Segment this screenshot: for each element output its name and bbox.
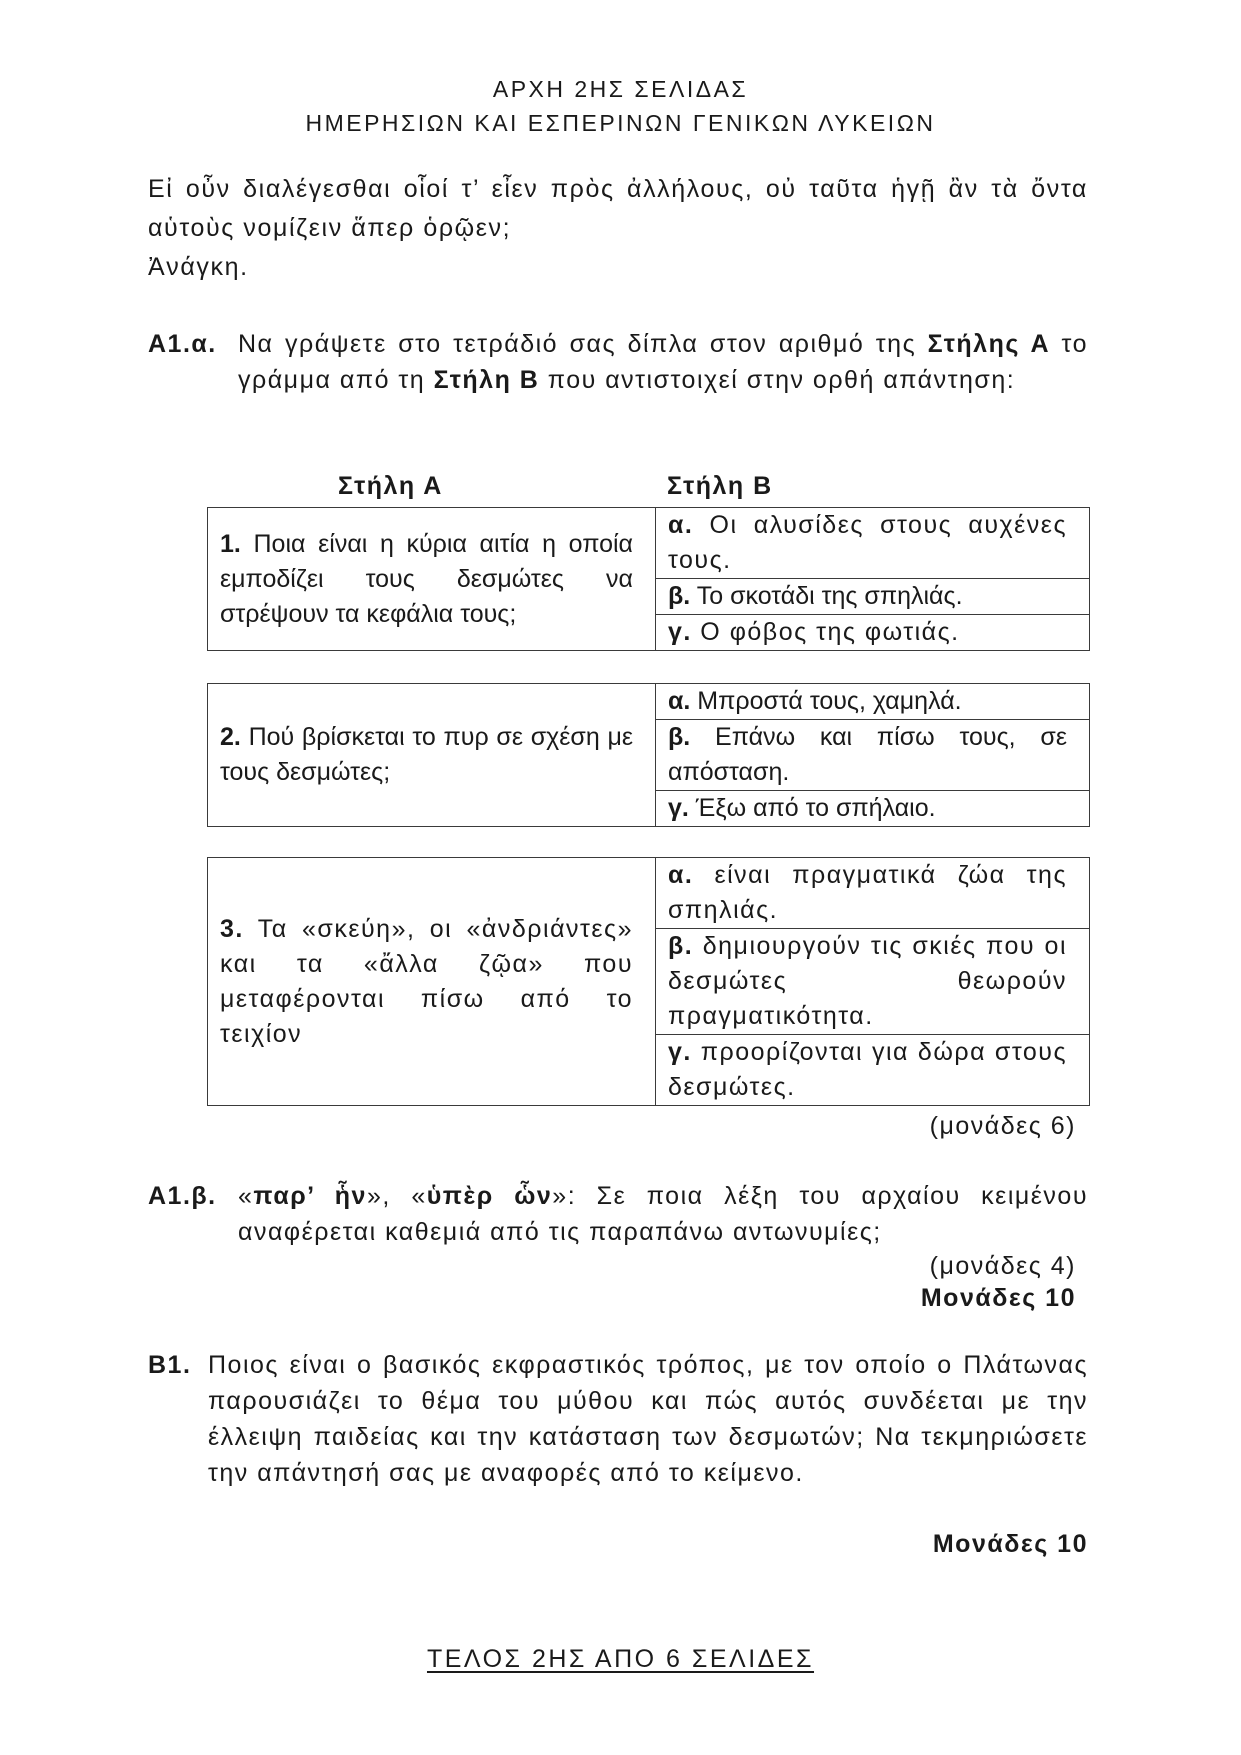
- page-footer: ΤΕΛΟΣ 2ΗΣ ΑΠΟ 6 ΣΕΛΙΔΕΣ: [426, 1645, 815, 1673]
- question-text: «παρ’ ἧν», «ὑπὲρ ὧν»: Σε ποια λέξη του αρχαίου κειμένου αναφέρεται καθεμιά από τις παραπάνω αντωνυμίες;: [238, 1182, 1089, 1246]
- matching-option: β. δημιουργούν τις σκιές που οι δεσμώτες θεωρούν πραγματικότητα.: [656, 929, 1090, 1035]
- question-text: Ποιος είναι ο βασικός εκφραστικός τρόπος, με τον οποίο ο Πλάτωνας παρουσιάζει το θέμα του μύθου και πώς αυτός συνδέεται με την έλλειψη παιδείας και την κατάσταση των δεσμωτών; Να τεκμηριώσετε την απάντησή σας με αναφορές από το κείμενο.: [208, 1351, 1088, 1487]
- matching-question: 1. Ποια είναι η κύρια αιτία η οποία εμποδίζει τους δεσμώτες να στρέψουν τα κεφάλια τους;: [208, 508, 656, 651]
- question-label: Α1.β.: [148, 1182, 217, 1210]
- matching-table-2: [207, 683, 1090, 827]
- matching-question: 3. Τα «σκεύη», οι «ἀνδριάντες» και τα «ἄλλα ζῷα» που μεταφέρονται πίσω από το τειχίον: [208, 858, 656, 1106]
- matching-question: 2. Πού βρίσκεται το πυρ σε σχέση με τους δεσμώτες;: [208, 684, 656, 827]
- question-label: Α1.α.: [148, 330, 217, 358]
- matching-option: α. είναι πραγματικά ζώα της σπηλιάς.: [656, 858, 1090, 929]
- units-total-b: Μονάδες 10: [932, 1530, 1088, 1558]
- question-b1: [148, 1347, 1088, 1491]
- units-a1a: (μονάδες 6): [929, 1112, 1076, 1140]
- matching-option: β. Το σκοτάδι της σπηλιάς.: [656, 579, 1090, 615]
- question-label: Β1.: [148, 1351, 192, 1379]
- matching-option: γ. Έξω από το σπήλαιο.: [656, 791, 1090, 827]
- page-header-line1: ΑΡΧΗ 2ΗΣ ΣΕΛΙΔΑΣ: [492, 76, 749, 102]
- matching-option: γ. προορίζονται για δώρα στους δεσμώτες.: [656, 1035, 1090, 1106]
- matching-option: γ. Ο φόβος της φωτιάς.: [656, 615, 1090, 651]
- question-a1b: [148, 1178, 1088, 1250]
- column-b-heading: Στήλη Β: [667, 472, 773, 500]
- matching-option: α. Οι αλυσίδες στους αυχένες τους.: [656, 508, 1090, 579]
- matching-table-1: [207, 507, 1090, 651]
- ancient-text-line1: Εἰ οὖν διαλέγεσθαι οἷοί τ’ εἶεν πρὸς ἀλλήλους, οὐ ταῦτα ἡγῇ ἂν τὰ ὄντα αὑτοὺς νομίζειν ἅπερ ὁρῷεν;: [148, 175, 1088, 242]
- matching-option: α. Μπροστά τους, χαμηλά.: [656, 684, 1090, 720]
- ancient-text-excerpt: [148, 170, 1088, 287]
- page-header-line2: ΗΜΕΡΗΣΙΩΝ ΚΑΙ ΕΣΠΕΡΙΝΩΝ ΓΕΝΙΚΩΝ ΛΥΚΕΙΩΝ: [305, 110, 936, 136]
- question-a1a: [148, 326, 1088, 398]
- units-a1b: (μονάδες 4): [929, 1252, 1076, 1280]
- column-a-heading: Στήλη Α: [338, 472, 443, 500]
- matching-option: β. Επάνω και πίσω τους, σε απόσταση.: [656, 720, 1090, 791]
- ancient-text-line2: Ἀνάγκη.: [148, 253, 249, 281]
- units-total-a: Μονάδες 10: [920, 1284, 1076, 1312]
- question-text: Να γράψετε στο τετράδιό σας δίπλα στον αριθμό της Στήλης Α το γράμμα από τη Στήλη Β που αντιστοιχεί στην ορθή απάντηση:: [238, 330, 1088, 394]
- matching-table-3: [207, 857, 1090, 1106]
